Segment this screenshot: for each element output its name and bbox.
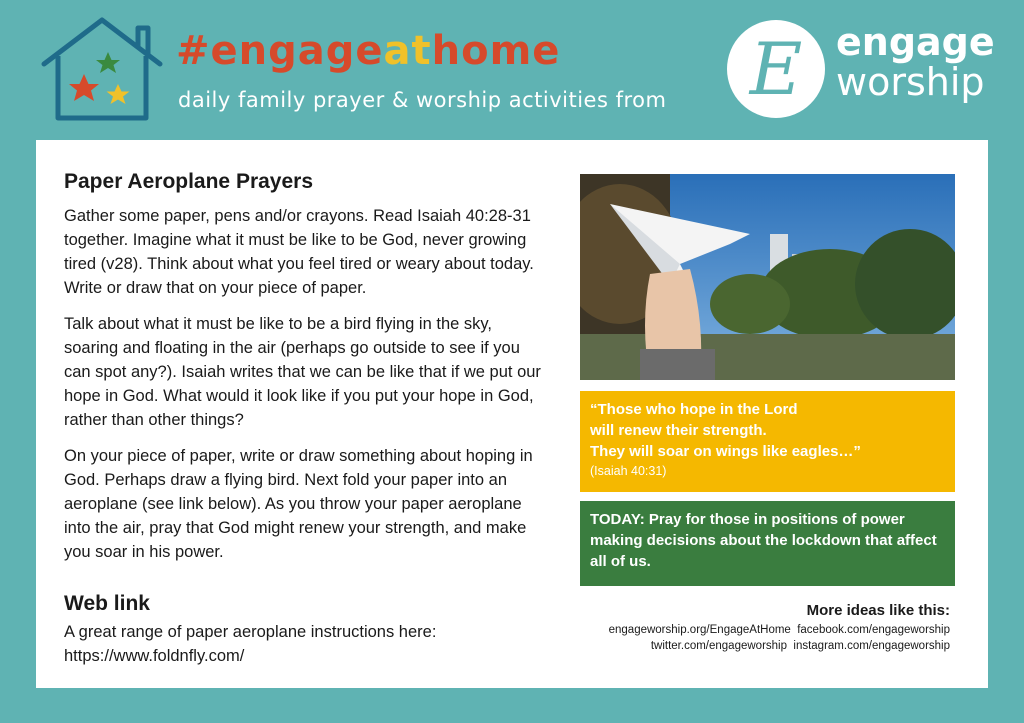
brand-at: at: [383, 28, 432, 74]
brand-hash: #: [176, 28, 211, 74]
links-row-2: [609, 638, 950, 654]
article-title: Paper Aeroplane Prayers: [64, 170, 314, 193]
green-star-icon: [96, 52, 120, 73]
yellow-star-icon: [107, 84, 130, 104]
weblink-text: A great range of paper aeroplane instructions here:: [64, 623, 437, 641]
link-facebook[interactable]: facebook.com/engageworship: [797, 624, 950, 636]
link-twitter[interactable]: twitter.com/engageworship: [650, 640, 787, 652]
header: [0, 0, 1024, 140]
paragraph-1: Gather some paper, pens and/or crayons. Read Isaiah 40:28-31 together. Imagine what it must be like to be God, never growing tired (v28). Think about what you feel tired or weary about today. Write or draw that on your piece of paper.: [64, 207, 534, 297]
article: [64, 168, 550, 668]
content-card: [36, 140, 988, 688]
logo-line-engage: engage: [836, 20, 995, 64]
quote-line-2: will renew their strength.: [590, 422, 767, 439]
quote-line-3: They will soar on wings like eagles…”: [590, 443, 861, 460]
house-icon: [38, 12, 166, 124]
logo-line-worship: worship: [836, 60, 985, 104]
logo-text: [836, 22, 995, 102]
more-ideas-title: More ideas like this:: [806, 602, 950, 619]
quote-line-1: “Those who hope in the Lord: [590, 401, 798, 418]
paragraph-2: Talk about what it must be like to be a bird flying in the sky, soaring and floating in the air (perhaps go outside to see if you can spot any?). Isaiah writes that we can be like that if we put our hope in God. What would it look like if you put your hope in God, rather than other things?: [64, 315, 541, 429]
tagline: daily family prayer & worship activities from: [178, 88, 667, 112]
brand-engage: engage: [210, 28, 384, 74]
engage-worship-logo: [727, 20, 825, 118]
weblink-url[interactable]: https://www.foldnfly.com/: [64, 647, 245, 665]
brand-title: [176, 28, 560, 74]
quote-reference: (Isaiah 40:31): [590, 464, 667, 478]
link-instagram[interactable]: instagram.com/engageworship: [793, 640, 950, 652]
links-row-1: [609, 622, 950, 638]
today-prayer: TODAY: Pray for those in positions of power making decisions about the lockdown that affect all of us.: [580, 501, 955, 586]
paper-aeroplane-photo: [580, 174, 955, 380]
scripture-quote: [580, 391, 955, 492]
brand-home: home: [431, 28, 561, 74]
weblink-title: Web link: [64, 592, 150, 615]
paragraph-3: On your piece of paper, write or draw something about hoping in God. Perhaps draw a flying bird. Next fold your paper into an aeroplane (see link below). As you throw your paper aeroplane into the air, pray that God might renew your strength, and make you soar in his power.: [64, 447, 533, 561]
link-engageathome[interactable]: engageworship.org/EngageAtHome: [608, 624, 791, 636]
logo-letter: E: [749, 27, 803, 111]
red-star-icon: [69, 74, 99, 101]
more-ideas: [609, 600, 950, 654]
